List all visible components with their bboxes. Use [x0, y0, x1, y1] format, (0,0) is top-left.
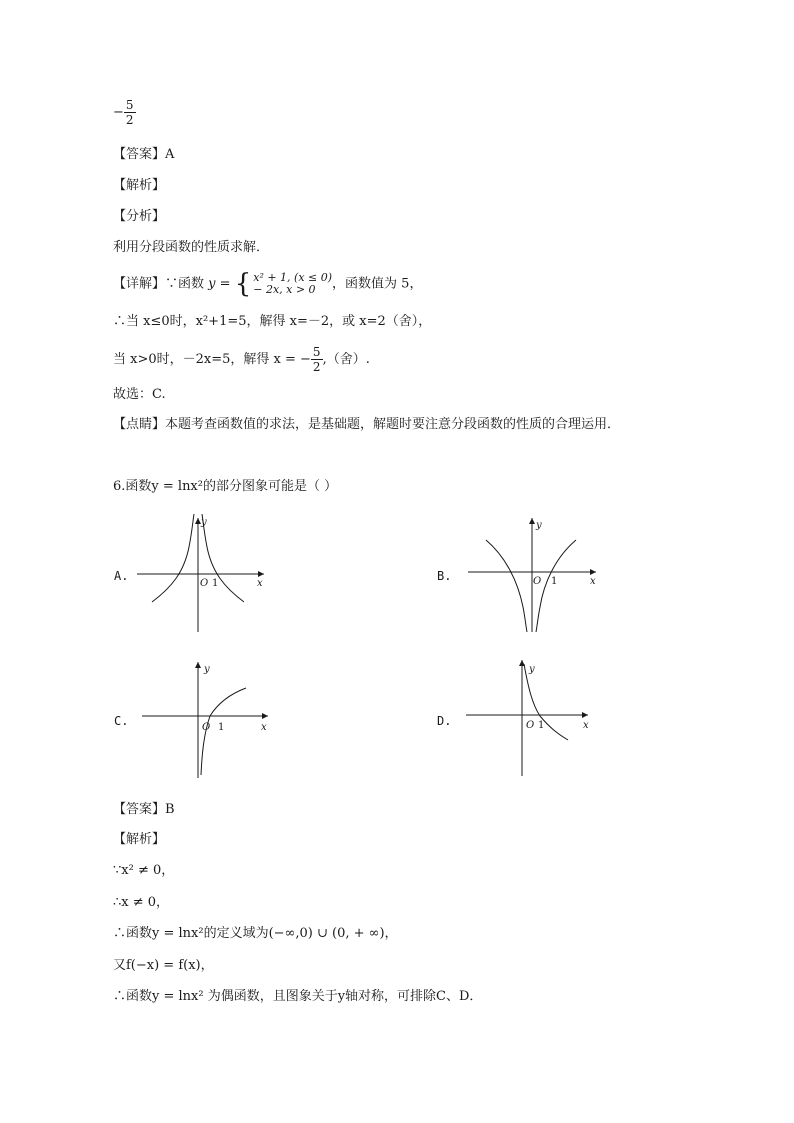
- x-label: x: [257, 578, 263, 589]
- solution-line-3: ∴函数y = lnx²的定义域为(−∞,0) ∪ (0, + ∞)，: [113, 926, 398, 941]
- step-1: ∴当 x≤0时，x²+1=5，解得 x=－2，或 x=2（舍），: [113, 314, 432, 329]
- option-a-label: A.: [114, 569, 129, 583]
- graph-d: [462, 656, 602, 780]
- dianjing-text: 本题考查函数值的求法，是基础题，解题时要注意分段函数的性质的合理运用．: [165, 417, 621, 432]
- minus-sign: −: [113, 105, 124, 120]
- curve-left: [152, 514, 194, 602]
- y-label: y: [536, 520, 542, 531]
- option-d-label: D.: [437, 714, 452, 728]
- fraction-numerator: 5: [125, 98, 134, 112]
- y-label: y: [529, 664, 535, 675]
- answer-label: 【答案】: [113, 147, 166, 162]
- step-2-denominator: 2: [312, 360, 321, 374]
- piecewise-cases: [253, 272, 332, 296]
- xiangjie-label: 【详解】: [113, 276, 166, 292]
- step-2-fraction: [311, 345, 323, 374]
- one-label: 1: [551, 576, 558, 587]
- xiangjie-pre: ∵函数: [165, 276, 209, 292]
- solution-line-1: ∵x² ≠ 0，: [113, 863, 175, 878]
- step-2-pre: 当 x>0时，－2x=5，解得 x = −: [113, 352, 311, 367]
- fraction-denominator: 2: [125, 113, 134, 127]
- answer-label: 【答案】: [113, 802, 166, 817]
- curve-right: [202, 514, 244, 602]
- option-b-label: B.: [437, 569, 452, 583]
- option-c-label: C.: [114, 714, 129, 728]
- question-6: 6.函数y = lnx²的部分图象可能是（ ）: [113, 479, 338, 494]
- step-2-post: ,（舍）.: [322, 352, 370, 367]
- x-label: x: [583, 720, 589, 731]
- answer-line-2: [113, 800, 175, 820]
- solution-line-4: 又f(−x) = f(x)，: [113, 958, 214, 973]
- graph-a: [132, 512, 272, 636]
- y-var: y: [208, 276, 216, 292]
- fenxi-text: 利用分段函数的性质求解．: [113, 240, 270, 255]
- graph-c: [138, 658, 278, 782]
- case-2: − 2x, x > 0: [253, 283, 316, 296]
- answer-value: A: [165, 147, 175, 162]
- y-label: y: [201, 517, 207, 528]
- brace-icon: {: [234, 269, 252, 299]
- dianjing-line: [113, 415, 620, 435]
- curve-left: [486, 540, 527, 632]
- origin-label: O: [526, 720, 535, 731]
- one-label: 1: [538, 720, 545, 731]
- xiangjie-line: [113, 269, 423, 299]
- solution-line-2: ∴x ≠ 0，: [113, 895, 170, 910]
- origin-label: O: [202, 722, 211, 733]
- top-fraction: [113, 98, 136, 127]
- solution-line-5: ∴函数y = lnx² 为偶函数，且图象关于y轴对称，可排除C、D．: [113, 989, 483, 1004]
- answer-line-1: [113, 145, 174, 165]
- analysis-heading-1: 【解析】: [113, 178, 166, 193]
- fenxi-heading: 【分析】: [113, 209, 166, 224]
- x-label: x: [261, 722, 267, 733]
- case-1: x² + 1, (x ≤ 0): [253, 271, 333, 284]
- one-label: 1: [212, 578, 219, 589]
- guxuan: 故选：C.: [113, 387, 166, 402]
- xiangjie-post: ，函数值为 5，: [332, 276, 423, 292]
- step-2: [113, 345, 370, 374]
- fraction: [124, 98, 136, 127]
- y-label: y: [204, 664, 210, 675]
- answer-value: B: [165, 802, 175, 817]
- x-label: x: [590, 576, 596, 587]
- equals: =: [215, 276, 235, 292]
- origin-label: O: [200, 578, 209, 589]
- step-2-numerator: 5: [312, 345, 321, 359]
- analysis-heading-2: 【解析】: [113, 832, 166, 847]
- one-label: 1: [218, 722, 225, 733]
- graph-b: [466, 512, 606, 636]
- dianjing-label: 【点睛】: [113, 417, 166, 432]
- origin-label: O: [533, 576, 542, 587]
